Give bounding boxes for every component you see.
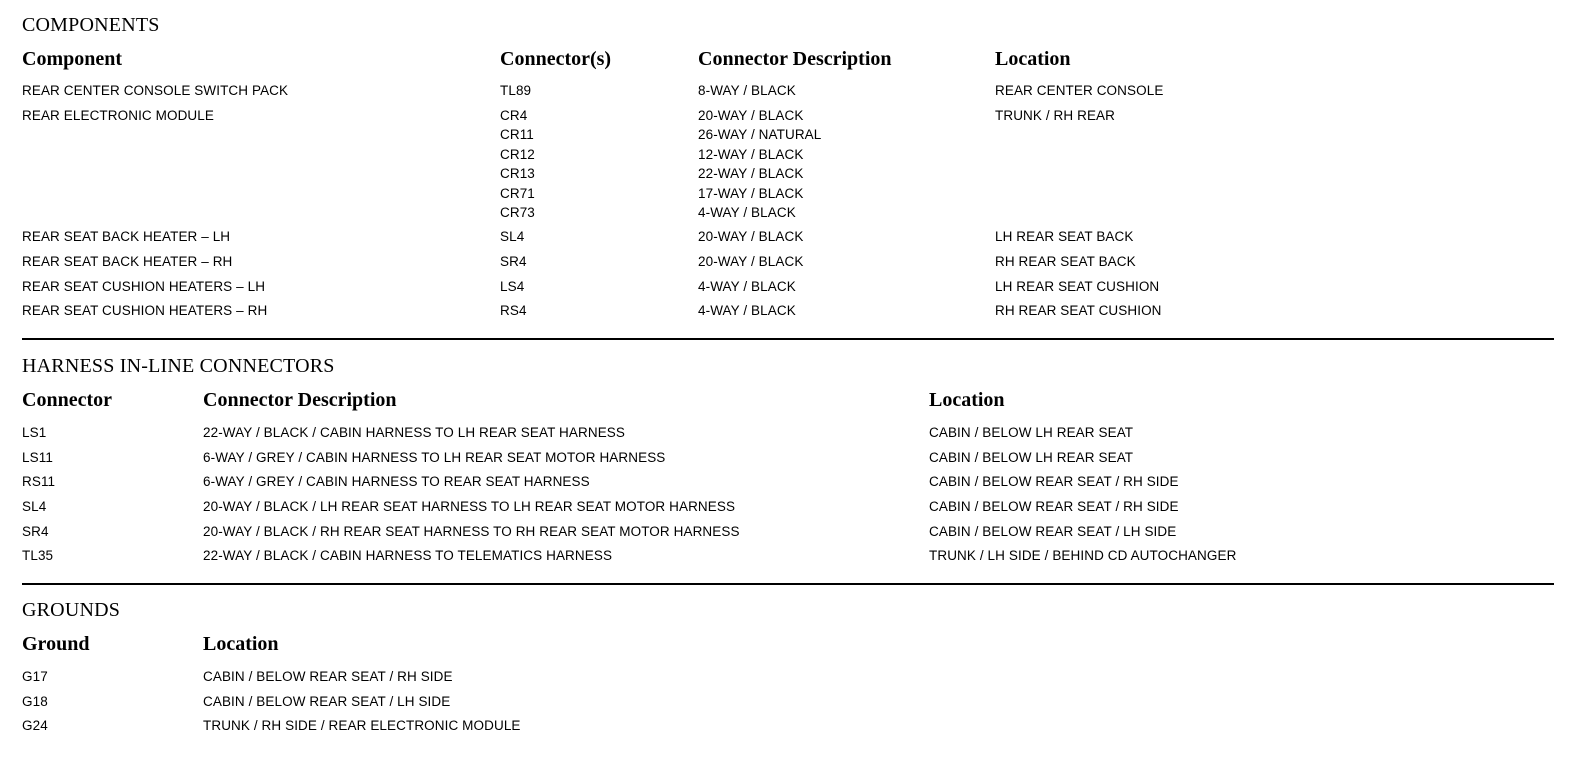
components-header-connectors: Connector(s) xyxy=(500,48,612,70)
components-header-location: Location xyxy=(995,48,1071,70)
harness-description: 22-WAY / BLACK / CABIN HARNESS TO LH REAR SEAT HARNESS xyxy=(203,425,626,440)
component-connector-description: 20-WAY / BLACK xyxy=(698,254,804,269)
harness-location: TRUNK / LH SIDE / BEHIND CD AUTOCHANGER xyxy=(929,548,1237,563)
component-connector-description: 17-WAY / BLACK xyxy=(698,185,804,201)
component-connector-description: 20-WAY / BLACK xyxy=(698,108,804,123)
harness-header-connector: Connector xyxy=(22,389,112,411)
section-divider xyxy=(22,583,1554,585)
harness-description: 22-WAY / BLACK / CABIN HARNESS TO TELEMATICS HARNESS xyxy=(203,548,613,563)
harness-connector: SL4 xyxy=(22,499,47,514)
component-connector: CR73 xyxy=(500,204,535,220)
harness-location: CABIN / BELOW REAR SEAT / RH SIDE xyxy=(929,499,1179,514)
ground-location: CABIN / BELOW REAR SEAT / LH SIDE xyxy=(203,694,451,709)
component-location: LH REAR SEAT CUSHION xyxy=(995,279,1160,294)
ground-id: G17 xyxy=(22,669,48,684)
component-location: REAR CENTER CONSOLE xyxy=(995,83,1164,98)
harness-location: CABIN / BELOW REAR SEAT / RH SIDE xyxy=(929,474,1179,489)
harness-connector: TL35 xyxy=(22,548,54,563)
harness-description: 6-WAY / GREY / CABIN HARNESS TO REAR SEAT HARNESS xyxy=(203,474,590,489)
components-header-description: Connector Description xyxy=(698,48,892,70)
component-name: REAR SEAT BACK HEATER – LH xyxy=(22,229,231,244)
ground-id: G24 xyxy=(22,718,48,733)
harness-connector: LS11 xyxy=(22,450,53,465)
component-connector: SL4 xyxy=(500,229,525,244)
component-connector: CR71 xyxy=(500,185,535,201)
component-name: REAR SEAT CUSHION HEATERS – RH xyxy=(22,303,268,318)
component-connector: RS4 xyxy=(500,303,527,318)
harness-header-description: Connector Description xyxy=(203,389,397,411)
harness-location: CABIN / BELOW LH REAR SEAT xyxy=(929,450,1134,465)
harness-connector: LS1 xyxy=(22,425,47,440)
harness-description: 6-WAY / GREY / CABIN HARNESS TO LH REAR SEAT MOTOR HARNESS xyxy=(203,450,666,465)
component-connector-description: 26-WAY / NATURAL xyxy=(698,127,822,143)
components-section-title: COMPONENTS xyxy=(22,14,160,36)
component-connector-description: 4-WAY / BLACK xyxy=(698,204,796,220)
component-name: REAR SEAT CUSHION HEATERS – LH xyxy=(22,279,266,294)
ground-id: G18 xyxy=(22,694,48,709)
harness-section-title: HARNESS IN-LINE CONNECTORS xyxy=(22,355,335,377)
component-description-list xyxy=(698,106,821,222)
components-header-component: Component xyxy=(22,48,123,70)
component-connector-description: 8-WAY / BLACK xyxy=(698,83,796,98)
component-connector-description: 20-WAY / BLACK xyxy=(698,229,804,244)
harness-description: 20-WAY / BLACK / RH REAR SEAT HARNESS TO RH REAR SEAT MOTOR HARNESS xyxy=(203,524,740,539)
harness-description: 20-WAY / BLACK / LH REAR SEAT HARNESS TO LH REAR SEAT MOTOR HARNESS xyxy=(203,499,736,514)
grounds-header-location: Location xyxy=(203,633,279,655)
component-connector: CR4 xyxy=(500,108,528,123)
component-connector-description: 4-WAY / BLACK xyxy=(698,279,796,294)
harness-connector: RS11 xyxy=(22,474,56,489)
harness-connector: SR4 xyxy=(22,524,49,539)
component-connector-description: 4-WAY / BLACK xyxy=(698,303,796,318)
component-name: REAR ELECTRONIC MODULE xyxy=(22,108,214,123)
component-connector-description: 22-WAY / BLACK xyxy=(698,166,804,182)
ground-location: CABIN / BELOW REAR SEAT / RH SIDE xyxy=(203,669,453,684)
component-location: RH REAR SEAT CUSHION xyxy=(995,303,1162,318)
component-connector: CR12 xyxy=(500,146,535,162)
harness-header-location: Location xyxy=(929,389,1005,411)
component-location: RH REAR SEAT BACK xyxy=(995,254,1136,269)
component-connector: LS4 xyxy=(500,279,525,294)
component-location: LH REAR SEAT BACK xyxy=(995,229,1134,244)
component-name: REAR SEAT BACK HEATER – RH xyxy=(22,254,233,269)
component-connector: SR4 xyxy=(500,254,527,269)
ground-location: TRUNK / RH SIDE / REAR ELECTRONIC MODULE xyxy=(203,718,521,733)
section-divider xyxy=(22,338,1554,340)
component-connector-description: 12-WAY / BLACK xyxy=(698,146,804,162)
component-connector: TL89 xyxy=(500,83,532,98)
grounds-section-title: GROUNDS xyxy=(22,599,121,621)
component-connector-list xyxy=(500,106,535,222)
harness-location: CABIN / BELOW LH REAR SEAT xyxy=(929,425,1134,440)
harness-location: CABIN / BELOW REAR SEAT / LH SIDE xyxy=(929,524,1177,539)
component-location: TRUNK / RH REAR xyxy=(995,108,1116,123)
component-connector: CR13 xyxy=(500,166,535,182)
component-connector: CR11 xyxy=(500,127,534,143)
component-name: REAR CENTER CONSOLE SWITCH PACK xyxy=(22,83,289,98)
grounds-header-ground: Ground xyxy=(22,633,90,655)
